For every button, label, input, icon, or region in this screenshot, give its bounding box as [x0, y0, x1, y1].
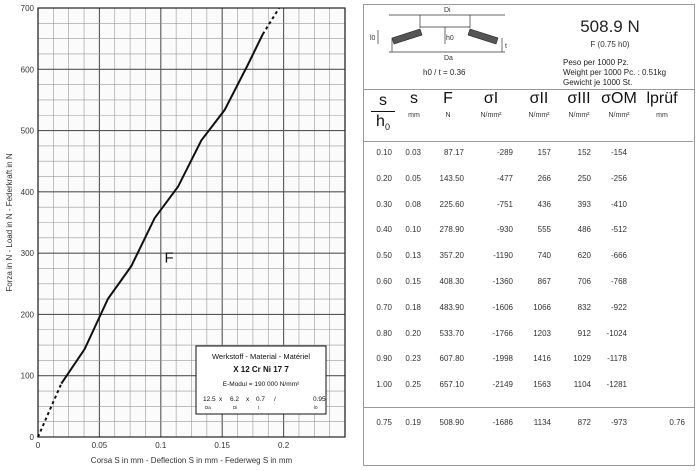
y-tick-label: 0: [29, 433, 34, 442]
table-cell: 486: [577, 225, 591, 235]
table-cell: 0.18: [405, 302, 421, 312]
table-footer-row: [363, 418, 693, 430]
header-s-over-h0: s $h_0$: [369, 93, 397, 135]
weights-block: [563, 58, 691, 88]
table-cell: 0.03: [405, 148, 421, 157]
x-axis-label: Corsa S in mm - Deflection S in mm - Federweg S in mm: [90, 456, 293, 465]
material-dim-sub: l0: [314, 405, 318, 410]
material-dim-sub: t: [258, 405, 260, 410]
table-cell: 0.40: [376, 225, 392, 235]
table-cell: 657.10: [439, 380, 464, 390]
table-cell: 533.70: [439, 328, 464, 338]
table-row: [363, 200, 693, 212]
x-tick-label: 0.1: [155, 441, 167, 450]
x-tick-label: 0.15: [214, 441, 230, 450]
material-dim-sub: Da: [205, 405, 211, 410]
table-cell: 0.08: [405, 199, 421, 209]
curve-label-f: F: [164, 249, 174, 267]
table-cell: 1134: [533, 418, 551, 427]
table-cell: -922: [610, 302, 627, 312]
table-cell: -477: [496, 173, 513, 183]
table-cell: 1203: [533, 328, 551, 338]
table-cell: 0.10: [376, 148, 392, 157]
table-cell: 0.10: [405, 225, 421, 235]
table-cell: 436: [537, 199, 551, 209]
table-cell: -1024: [606, 328, 627, 338]
table-cell: 143.50: [439, 173, 464, 183]
table-row: [363, 174, 693, 186]
y-tick-label: 100: [20, 371, 34, 381]
table-cell: -2149: [492, 380, 513, 390]
table-cell: -154: [610, 148, 627, 157]
table-cell: 706: [577, 277, 591, 286]
table-cell: 832: [577, 302, 591, 312]
table-cell: -289: [496, 148, 513, 157]
table-cell: 87.17: [443, 148, 464, 157]
material-dim: 6.2: [230, 396, 240, 403]
table-cell: 0.05: [405, 173, 421, 183]
table-cell: 508.90: [439, 418, 464, 427]
material-dim: 0.7: [256, 396, 266, 403]
table-row: [363, 303, 693, 315]
table-cell: -256: [610, 173, 627, 183]
table-cell: -1360: [492, 277, 513, 286]
force-note: F (0.75 h0): [590, 40, 630, 49]
header-col-3: σI N/mm²: [480, 90, 502, 119]
table-cell: -666: [610, 251, 627, 261]
weight-line-de: Gewicht je 1000 St.: [563, 78, 633, 87]
table-cell: 1104: [573, 380, 591, 390]
label-l0: l0: [370, 35, 376, 42]
table-cell: -410: [610, 199, 627, 209]
table-footer-separator: [363, 407, 694, 408]
y-tick-label: 200: [20, 310, 34, 320]
y-axis-label: Forza in N - Load in N - Federkraft in N: [5, 153, 14, 292]
table-row: [363, 329, 693, 341]
table-cell: 0.19: [405, 418, 421, 427]
material-dim: /: [274, 396, 276, 403]
x-tick-label: 0.2: [278, 441, 290, 450]
material-dim: 12.5: [203, 396, 216, 403]
label-t: t: [505, 43, 507, 50]
header-col-5: σIII N/mm²: [567, 90, 591, 119]
table-cell: 872: [577, 418, 591, 427]
table-cell: 1.00: [376, 380, 392, 390]
material-dim: x: [246, 396, 250, 403]
table-cell: 0.13: [405, 251, 421, 261]
table-cell: -768: [610, 277, 627, 286]
table-cell: -1686: [492, 418, 513, 427]
table-cell: 152: [577, 148, 591, 157]
material-dim: x: [219, 396, 223, 403]
label-h0: h0: [446, 35, 454, 42]
y-tick-label: 600: [20, 65, 34, 75]
table-header: [363, 89, 693, 142]
table-cell: 0.15: [405, 277, 421, 286]
y-tick-label: 300: [20, 249, 34, 259]
table-cell: -1190: [493, 251, 513, 261]
table-cell: -1178: [607, 354, 627, 364]
header-col-7: lprüf mm: [646, 90, 678, 119]
table-cell: 0.30: [376, 199, 392, 209]
label-da: Da: [444, 55, 453, 62]
material-emodul: E-Modul = 190 000 N/mm²: [222, 381, 300, 388]
table-cell: 0.76: [669, 418, 685, 427]
table-cell: 393: [577, 199, 591, 209]
table-cell: 555: [537, 225, 551, 235]
table-cell: -1998: [492, 354, 513, 364]
table-cell: 0.50: [376, 251, 392, 261]
table-cell: 0.80: [376, 328, 392, 338]
header-col-4: σII N/mm²: [528, 90, 550, 119]
table-cell: 0.23: [405, 354, 421, 364]
material-box-title: Werkstoff - Material - Matériel: [211, 352, 311, 361]
x-tick-label: 0.05: [91, 441, 108, 450]
table-cell: 0.20: [405, 328, 421, 338]
table-cell: 266: [537, 173, 551, 183]
table-cell: 1563: [533, 380, 551, 390]
table-cell: 620: [577, 251, 591, 261]
table-cell: 867: [537, 277, 551, 286]
table-cell: 157: [537, 148, 551, 157]
table-row: [363, 251, 693, 263]
table-cell: 1029: [573, 354, 591, 364]
table-row: [363, 354, 693, 366]
table-cell: 0.20: [376, 173, 392, 183]
h0-t-ratio: h0 / t = 0.36: [423, 68, 466, 77]
table-cell: -751: [496, 199, 513, 209]
table-cell: -973: [610, 418, 627, 427]
y-tick-label: 400: [20, 187, 34, 197]
table-cell: 0.60: [376, 277, 392, 286]
table-cell: 278.90: [439, 225, 464, 235]
table-cell: 912: [577, 328, 591, 338]
table-cell: 0.90: [376, 354, 392, 364]
y-tick-label: 700: [20, 4, 34, 13]
y-tick-label: 500: [20, 126, 34, 136]
header-col-6: σOM N/mm²: [601, 90, 637, 119]
table-cell: 250: [577, 173, 591, 183]
table-row: [363, 277, 693, 289]
weight-line-it: Peso per 1000 Pz.: [563, 58, 629, 67]
material-dim-sub: Di: [233, 405, 238, 410]
table-cell: -512: [610, 225, 627, 235]
table-cell: 1066: [533, 302, 551, 312]
material-dim: 0.95: [313, 396, 326, 403]
force-value: 508.9 N: [580, 17, 640, 36]
table-cell: 0.25: [405, 380, 421, 390]
table-cell: 225.60: [439, 199, 464, 209]
table-cell: 0.75: [376, 418, 392, 427]
table-cell: -1766: [492, 328, 513, 338]
material-name: X 12 Cr Ni 17 7: [233, 365, 289, 374]
table-cell: 607.80: [439, 354, 464, 364]
table-cell: 0.70: [376, 302, 392, 312]
table-cell: -930: [496, 225, 513, 235]
table-cell: -1281: [606, 380, 627, 390]
table-cell: 483.90: [439, 302, 464, 312]
table-cell: 1416: [533, 354, 551, 364]
table-row: [363, 148, 693, 160]
x-tick-label: 0: [35, 441, 41, 450]
header-col-1: s mm: [408, 90, 420, 119]
spring-right-section: [468, 29, 498, 44]
spring-left-section: [392, 29, 422, 44]
table-row: [363, 225, 693, 237]
table-row: [363, 380, 693, 392]
label-di: Di: [444, 7, 451, 14]
table-cell: 740: [537, 251, 551, 261]
weight-line-en: Weight per 1000 Pc. : 0.51kg: [563, 68, 667, 77]
table-cell: -1606: [492, 302, 513, 312]
table-cell: 357.20: [439, 251, 464, 261]
table-cell: 408.30: [439, 277, 464, 286]
header-col-2: F N: [443, 90, 453, 119]
